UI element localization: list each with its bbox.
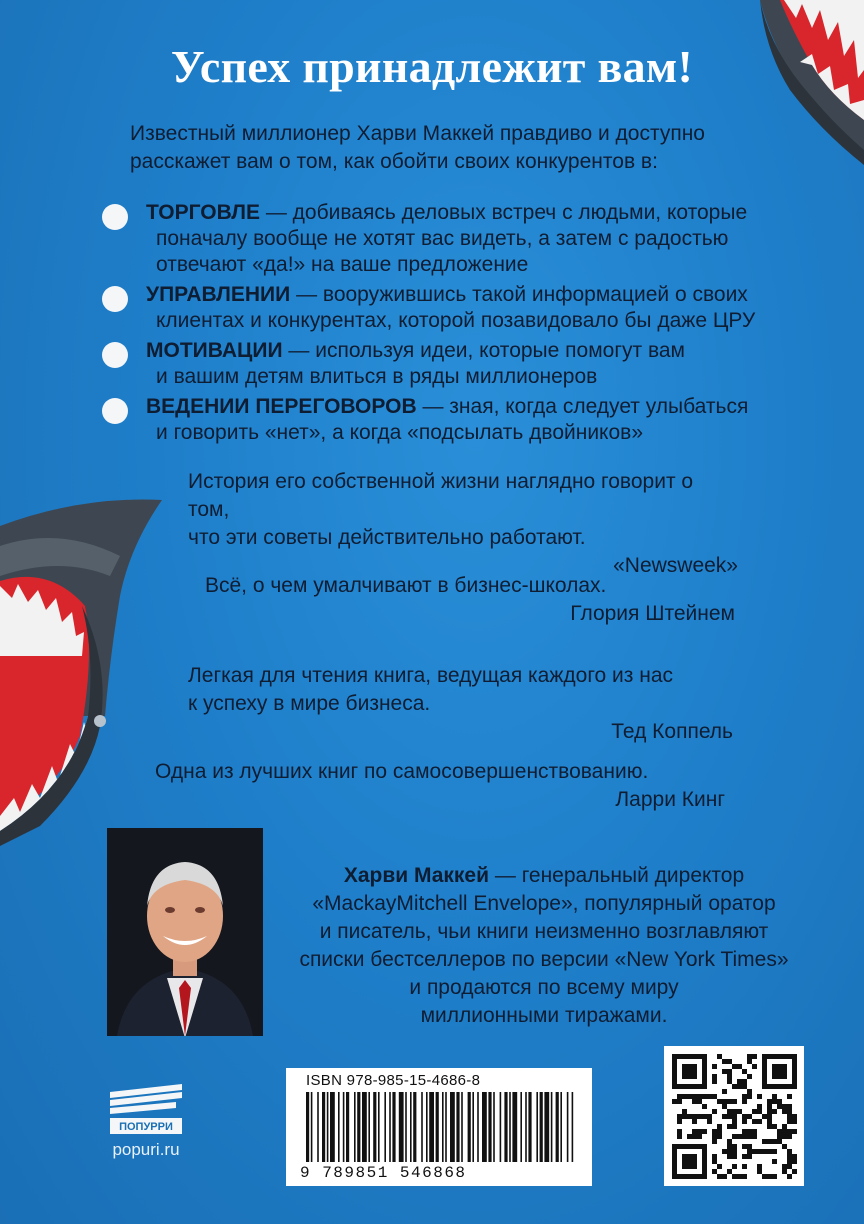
benefit-keyword: МОТИВАЦИИ xyxy=(146,339,283,362)
benefit-text: и говорить «нет», а когда «подсылать двойников» xyxy=(156,421,643,444)
bio-text: «MackayMitchell Envelope», популярный оратор xyxy=(312,892,776,915)
isbn-barcode xyxy=(286,1068,592,1186)
benefit-item xyxy=(102,394,802,446)
intro-line: Известный миллионер Харви Маккей правдиво и доступно xyxy=(130,122,705,145)
quote-source: Ларри Кинг xyxy=(615,788,725,811)
publisher-website: popuri.ru xyxy=(112,1140,180,1159)
quote-source: Тед Коппель xyxy=(611,720,733,743)
benefit-text: клиентах и конкурентах, которой позавидовало бы даже ЦРУ xyxy=(156,309,756,332)
quote-line: История его собственной жизни наглядно говорит о том, xyxy=(188,470,694,521)
qr-code-pattern xyxy=(664,1046,804,1186)
bullet-dot-icon xyxy=(102,398,128,424)
benefit-text: — добиваясь деловых встреч с людьми, которые xyxy=(260,201,748,224)
quote-source: «Newsweek» xyxy=(613,554,738,577)
publisher-logo xyxy=(96,1078,196,1143)
publisher-logo-text: ПОПУРРИ xyxy=(119,1121,173,1133)
author-name: Харви Маккей xyxy=(343,864,490,887)
isbn-number: ISBN 978-985-15-4686-8 xyxy=(306,1072,481,1089)
benefit-text: поначалу вообще не хотят вас видеть, а затем с радостью xyxy=(156,227,729,250)
bullet-dot-icon xyxy=(102,286,128,312)
benefit-text: — используя идеи, которые помогут вам xyxy=(282,339,685,362)
benefit-text: — вооружившись такой информацией о своих xyxy=(290,283,748,306)
barcode-digits: 9 789851 546868 xyxy=(300,1164,467,1182)
review-quote-steinem xyxy=(205,572,735,628)
benefit-text: — зная, когда следует улыбаться xyxy=(416,395,749,418)
benefit-item xyxy=(102,282,802,334)
author-photo xyxy=(107,828,263,1036)
cover-headline: Успех принадлежит вам! xyxy=(170,41,694,92)
quote-line: Легкая для чтения книга, ведущая каждого из нас xyxy=(188,664,674,687)
intro-paragraph xyxy=(130,120,750,176)
benefit-item xyxy=(102,200,802,278)
benefit-text: и вашим детям влиться в ряды миллионеров xyxy=(156,365,598,388)
quote-line: к успеху в мире бизнеса. xyxy=(188,692,431,715)
benefit-item xyxy=(102,338,802,390)
benefits-list xyxy=(102,200,802,450)
shark-left-illustration xyxy=(0,486,170,846)
author-portrait-image xyxy=(107,828,263,1036)
benefit-keyword: УПРАВЛЕНИИ xyxy=(146,283,291,306)
quote-source: Глория Штейнем xyxy=(570,602,735,625)
bio-text: — генеральный директор xyxy=(489,864,745,887)
author-bio xyxy=(284,862,804,1030)
quote-line: Всё, о чем умалчивают в бизнес-школах. xyxy=(205,574,607,597)
quote-line: что эти советы действительно работают. xyxy=(188,526,586,549)
review-quote-koppel xyxy=(188,662,733,746)
qr-code xyxy=(664,1046,804,1186)
bullet-dot-icon xyxy=(102,204,128,230)
review-quote-newsweek xyxy=(188,468,738,580)
intro-line: расскажет вам о том, как обойти своих конкурентов в: xyxy=(130,150,658,173)
publisher-books-icon xyxy=(96,1078,196,1138)
benefit-keyword: ТОРГОВЛЕ xyxy=(146,201,260,224)
bio-text: миллионными тиражами. xyxy=(420,1004,668,1027)
bio-text: и продаются по всему миру xyxy=(409,976,679,999)
review-quote-king xyxy=(155,758,725,814)
bio-text: списки бестселлеров по версии «New York Times» xyxy=(299,948,789,971)
bullet-dot-icon xyxy=(102,342,128,368)
quote-line: Одна из лучших книг по самосовершенствованию. xyxy=(155,760,649,783)
bio-text: и писатель, чьи книги неизменно возглавляют xyxy=(319,920,769,943)
benefit-keyword: ВЕДЕНИИ ПЕРЕГОВОРОВ xyxy=(146,395,417,418)
benefit-text: отвечают «да!» на ваше предложение xyxy=(156,253,529,276)
